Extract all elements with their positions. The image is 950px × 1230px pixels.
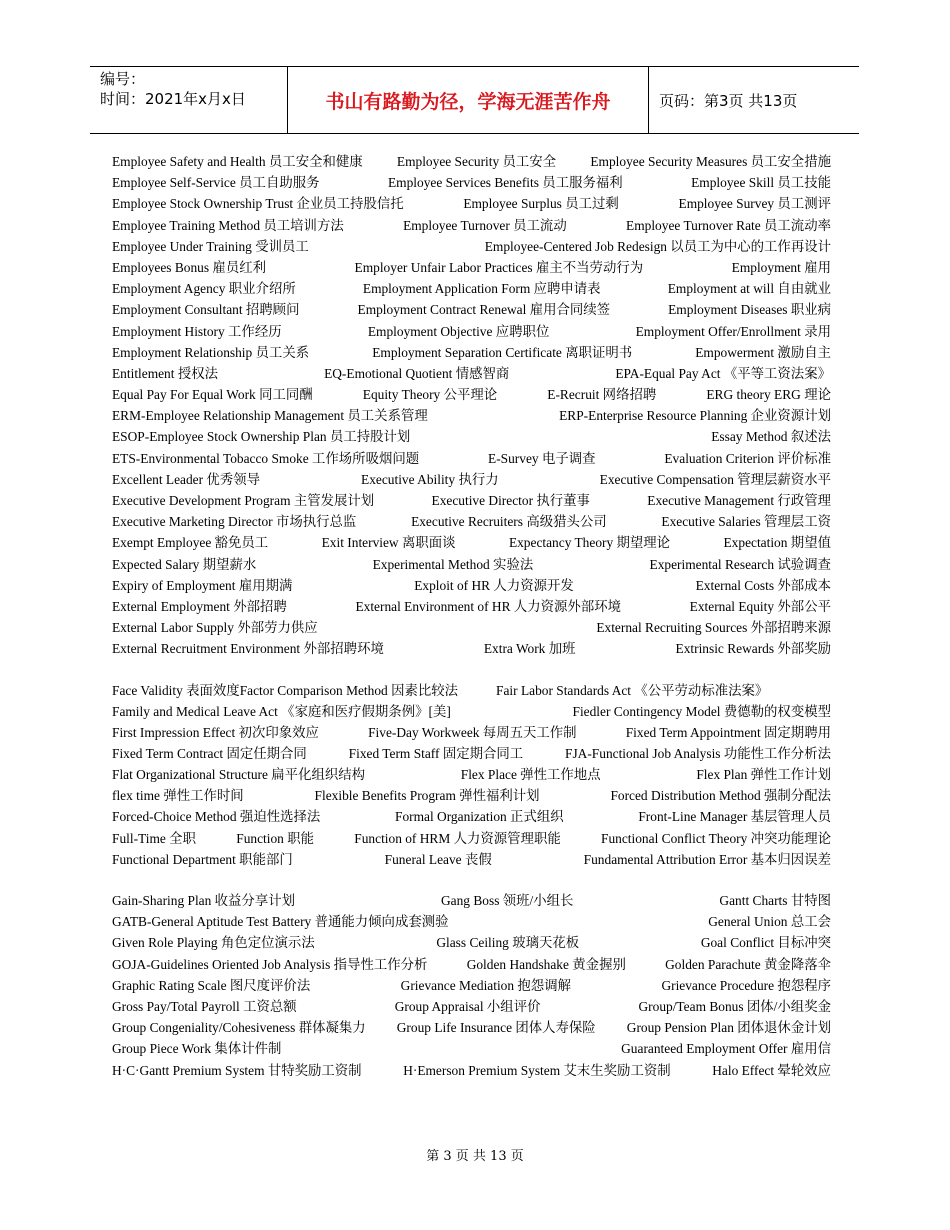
glossary-term: Employment Separation Certificate 离职证明书: [372, 344, 633, 360]
glossary-row: [112, 511, 831, 532]
glossary-row: [112, 151, 831, 172]
glossary-term: Functional Department 职能部门: [112, 851, 293, 867]
glossary-term: Entitlement 授权法: [112, 365, 218, 381]
glossary-row: [112, 701, 831, 722]
glossary-row: [112, 575, 831, 596]
glossary-row: [112, 215, 831, 236]
glossary-row: [112, 193, 831, 214]
glossary-term: Employee Security Measures 员工安全措施: [590, 154, 831, 169]
glossary-row: [112, 932, 831, 953]
glossary-term: Employment Diseases 职业病: [668, 302, 831, 318]
glossary-term: Flex Plan 弹性工作计划: [696, 767, 831, 783]
glossary-term: Golden Handshake 黄金握别: [466, 956, 626, 972]
glossary-term: H·C·Gantt Premium System 甘特奖励工资制: [112, 1062, 362, 1078]
glossary-term: Employment Relationship 员工关系: [112, 344, 310, 360]
glossary-term: Employment Offer/Enrollment 录用: [635, 323, 831, 339]
glossary-term: Excellent Leader 优秀领导: [112, 471, 260, 487]
glossary-term: Employee Stock Ownership Trust 企业员工持股信托: [112, 196, 404, 212]
glossary-term: Essay Method 叙述法: [711, 429, 831, 445]
glossary-row: [112, 469, 831, 490]
glossary-term: ERG theory ERG 理论: [706, 387, 831, 403]
glossary-term: Experimental Method 实验法: [372, 556, 534, 572]
glossary-term: Group Pension Plan 团体退休金计划: [626, 1020, 831, 1036]
glossary-term: Group Life Insurance 团体人寿保险: [396, 1020, 596, 1036]
page-footer: 第 3 页 共 13 页: [426, 1149, 524, 1164]
glossary-term: Employment 雇用: [731, 259, 831, 275]
glossary-term: Funeral Leave 丧假: [384, 851, 492, 867]
glossary-term: Function of HRM 人力资源管理职能: [354, 830, 561, 846]
glossary-term: Five-Day Workweek 每周五天工作制: [368, 724, 577, 740]
glossary-term: Employment at will 自由就业: [667, 281, 831, 297]
glossary-term: Extrinsic Rewards 外部奖励: [675, 641, 831, 657]
glossary-term: Formal Organization 正式组织: [395, 809, 564, 825]
glossary-term: Glass Ceiling 玻璃天花板: [436, 935, 580, 951]
glossary-term: Exploit of HR 人力资源开发: [414, 577, 574, 593]
glossary-row: [112, 1038, 831, 1059]
glossary-row: [112, 638, 831, 659]
glossary-term: Function 职能: [236, 830, 314, 846]
section-gap: [112, 660, 831, 680]
glossary-row: [112, 680, 831, 701]
glossary-term: Goal Conflict 目标冲突: [700, 935, 831, 951]
glossary-row: [112, 828, 831, 849]
glossary-term: Gantt Charts 甘特图: [719, 893, 831, 908]
glossary-term: Executive Salaries 管理层工资: [661, 514, 831, 530]
glossary-term: Equity Theory 公平理论: [362, 387, 498, 403]
glossary-term: External Labor Supply 外部劳力供应: [112, 620, 318, 636]
glossary-term: Fiedler Contingency Model 费德勒的权变模型: [572, 703, 831, 719]
glossary-term: Equal Pay For Equal Work 同工同酬: [112, 387, 313, 403]
glossary-term: Experimental Research 试验调查: [649, 556, 831, 572]
glossary-term: Employee Surplus 员工过剩: [463, 196, 619, 212]
glossary-term: External Recruitment Environment 外部招聘环境: [112, 641, 384, 657]
glossary-row: [112, 743, 831, 764]
glossary-term: Factor Comparison Method 因素比较法: [239, 682, 459, 698]
glossary-term: Fixed Term Appointment 固定期聘用: [625, 724, 831, 740]
glossary-term: ETS-Environmental Tobacco Smoke 工作场所吸烟问题: [112, 450, 420, 466]
glossary-row: [112, 405, 831, 426]
glossary-term: Employment Consultant 招聘顾问: [112, 302, 300, 318]
glossary-term: FJA-Functional Job Analysis 功能性工作分析法: [565, 745, 831, 761]
glossary-row: [112, 236, 831, 257]
glossary-row: [112, 764, 831, 785]
glossary-term: Group/Team Bonus 团体/小组奖金: [638, 998, 831, 1014]
glossary-row: [112, 996, 831, 1017]
glossary-term: Executive Ability 执行力: [361, 471, 499, 487]
glossary-row: [112, 849, 831, 870]
glossary-term: First Impression Effect 初次印象效应: [112, 724, 319, 740]
glossary-row: [112, 911, 831, 932]
glossary-term: Group Piece Work 集体计件制: [112, 1041, 282, 1057]
glossary-term: Employee Turnover 员工流动: [403, 217, 567, 233]
glossary-row: [112, 321, 831, 342]
section-gap: [112, 870, 831, 890]
glossary-row: [112, 278, 831, 299]
glossary-row: [112, 532, 831, 553]
glossary-term: Gain-Sharing Plan 收益分享计划: [112, 893, 295, 908]
glossary-term: Executive Compensation 管理层薪资水平: [599, 471, 831, 487]
header-page-info: 页码：第3页 共13页: [659, 91, 798, 110]
glossary-term: Front-Line Manager 基层管理人员: [638, 809, 831, 825]
header-meta: [90, 67, 287, 133]
glossary-row: [112, 1060, 831, 1081]
glossary-term: Fair Labor Standards Act 《公平劳动标准法案》: [496, 682, 769, 698]
glossary-term: Employees Bonus 雇员红利: [112, 259, 266, 275]
glossary-term: Executive Recruiters 高级猎头公司: [411, 514, 607, 530]
glossary-row: [112, 554, 831, 575]
glossary-row: [112, 448, 831, 469]
glossary-term: Evaluation Criterion 评价标准: [664, 450, 831, 466]
glossary-term: Face Validity 表面效度: [112, 682, 240, 698]
glossary-term: Flex Place 弹性工作地点: [460, 767, 601, 783]
glossary-row: [112, 617, 831, 638]
glossary-row: [112, 299, 831, 320]
glossary-term: Forced-Choice Method 强迫性选择法: [112, 809, 321, 825]
glossary-term: External Costs 外部成本: [695, 577, 831, 593]
glossary-term: Employee Under Training 受训员工: [112, 238, 309, 254]
glossary-term: Expectation 期望值: [723, 535, 831, 551]
glossary-term: Executive Marketing Director 市场执行总监: [112, 514, 357, 530]
glossary-term: Employee-Centered Job Redesign 以员工为中心的工作再设计: [484, 238, 831, 254]
glossary-term: External Recruiting Sources 外部招聘来源: [596, 620, 831, 636]
glossary-term: Employment Objective 应聘职位: [367, 323, 550, 339]
glossary-term: Employment Agency 职业介绍所: [112, 281, 296, 297]
glossary-term: ERM-Employee Relationship Management 员工关系管理: [112, 408, 428, 424]
glossary-row: [112, 342, 831, 363]
glossary-row: [112, 490, 831, 511]
glossary-term: Fixed Term Staff 固定期合同工: [348, 745, 524, 761]
glossary-term: Gang Boss 领班/小组长: [441, 893, 574, 908]
glossary-term: Employee Security 员工安全: [396, 154, 557, 169]
glossary-term: Expiry of Employment 雇用期满: [112, 577, 293, 593]
glossary-row: [112, 426, 831, 447]
glossary-term: External Equity 外部公平: [689, 598, 831, 614]
glossary-term: ESOP-Employee Stock Ownership Plan 员工持股计划: [112, 429, 411, 445]
glossary-term: Employee Skill 员工技能: [691, 175, 831, 191]
glossary-term: Gross Pay/Total Payroll 工资总额: [112, 998, 297, 1014]
glossary-row: [112, 954, 831, 975]
glossary-term: Employment Application Form 应聘申请表: [362, 281, 601, 297]
glossary-row: [112, 1017, 831, 1038]
glossary-term: Full-Time 全职: [112, 830, 196, 846]
glossary-term: E-Recruit 网络招聘: [547, 387, 657, 403]
glossary-term: Executive Development Program 主管发展计划: [112, 493, 375, 508]
glossary-term: ERP-Enterprise Resource Planning 企业资源计划: [559, 408, 831, 424]
glossary-body: [112, 151, 831, 1081]
glossary-term: Employer Unfair Labor Practices 雇主不当劳动行为: [354, 259, 644, 275]
glossary-term: Family and Medical Leave Act 《家庭和医疗假期条例》[美]: [112, 703, 451, 719]
glossary-term: Halo Effect 晕轮效应: [712, 1062, 831, 1078]
glossary-term: Group Congeniality/Cohesiveness 群体凝集力: [112, 1020, 366, 1036]
glossary-term: Forced Distribution Method 强制分配法: [610, 788, 831, 804]
glossary-term: Employee Survey 员工测评: [678, 196, 831, 212]
glossary-term: GATB-General Aptitude Test Battery 普通能力倾向成套测验: [112, 914, 449, 930]
glossary-term: Grievance Mediation 抱怨调解: [400, 977, 571, 993]
glossary-row: [112, 785, 831, 806]
glossary-term: Employment History 工作经历: [112, 323, 282, 339]
header-motto: 书山有路勤为径，学海无涯苦作舟: [287, 67, 649, 133]
glossary-row: [112, 384, 831, 405]
glossary-term: Employment Contract Renewal 雇用合同续签: [357, 302, 611, 318]
glossary-row: [112, 257, 831, 278]
glossary-term: Employee Self-Service 员工自助服务: [112, 175, 320, 191]
glossary-term: Fundamental Attribution Error 基本归因误差: [583, 851, 831, 867]
glossary-term: Executive Management 行政管理: [647, 493, 831, 508]
glossary-term: General Union 总工会: [708, 914, 831, 930]
glossary-row: [112, 806, 831, 827]
glossary-term: EPA-Equal Pay Act 《平等工资法案》: [615, 365, 831, 381]
glossary-term: Executive Director 执行董事: [431, 493, 590, 508]
glossary-term: Empowerment 激励自主: [695, 344, 831, 360]
glossary-row: [112, 363, 831, 384]
glossary-term: E-Survey 电子调查: [488, 450, 596, 466]
glossary-term: Extra Work 加班: [483, 641, 576, 657]
time-label: 时间：2021年x月x日: [100, 90, 246, 108]
glossary-term: Expectancy Theory 期望理论: [508, 535, 671, 551]
glossary-term: Fixed Term Contract 固定任期合同: [112, 745, 307, 761]
glossary-term: Employee Training Method 员工培训方法: [112, 217, 344, 233]
glossary-term: Group Appraisal 小组评价: [394, 998, 541, 1014]
glossary-term: Grievance Procedure 抱怨程序: [661, 977, 831, 993]
glossary-row: [112, 890, 831, 911]
glossary-row: [112, 722, 831, 743]
glossary-term: Graphic Rating Scale 图尺度评价法: [112, 977, 311, 993]
glossary-term: External Environment of HR 人力资源外部环境: [355, 598, 621, 614]
glossary-term: Given Role Playing 角色定位演示法: [112, 935, 315, 951]
glossary-row: [112, 172, 831, 193]
glossary-term: GOJA-Guidelines Oriented Job Analysis 指导性工作分析: [112, 956, 428, 972]
glossary-term: Exit Interview 离职面谈: [321, 535, 456, 551]
glossary-term: Employee Services Benefits 员工服务福利: [387, 175, 623, 191]
glossary-term: Golden Parachute 黄金降落伞: [665, 956, 831, 972]
glossary-row: [112, 596, 831, 617]
glossary-term: Exempt Employee 豁免员工: [112, 535, 269, 551]
glossary-term: Employee Safety and Health 员工安全和健康: [112, 154, 363, 169]
glossary-term: Functional Conflict Theory 冲突功能理论: [601, 830, 831, 846]
page-header: [90, 66, 859, 134]
glossary-term: EQ-Emotional Quotient 情感智商: [324, 365, 510, 381]
glossary-term: Employee Turnover Rate 员工流动率: [626, 217, 831, 233]
glossary-term: Expected Salary 期望薪水: [112, 556, 257, 572]
glossary-term: H·Emerson Premium System 艾末生奖励工资制: [403, 1062, 671, 1078]
glossary-term: Flat Organizational Structure 扁平化组织结构: [112, 767, 366, 783]
glossary-term: External Employment 外部招聘: [112, 598, 287, 614]
glossary-term: Guaranteed Employment Offer 雇用信: [621, 1041, 831, 1057]
glossary-row: [112, 975, 831, 996]
number-label: 编号：: [100, 70, 146, 88]
glossary-term: Flexible Benefits Program 弹性福利计划: [314, 788, 540, 804]
glossary-term: flex time 弹性工作时间: [112, 788, 244, 804]
